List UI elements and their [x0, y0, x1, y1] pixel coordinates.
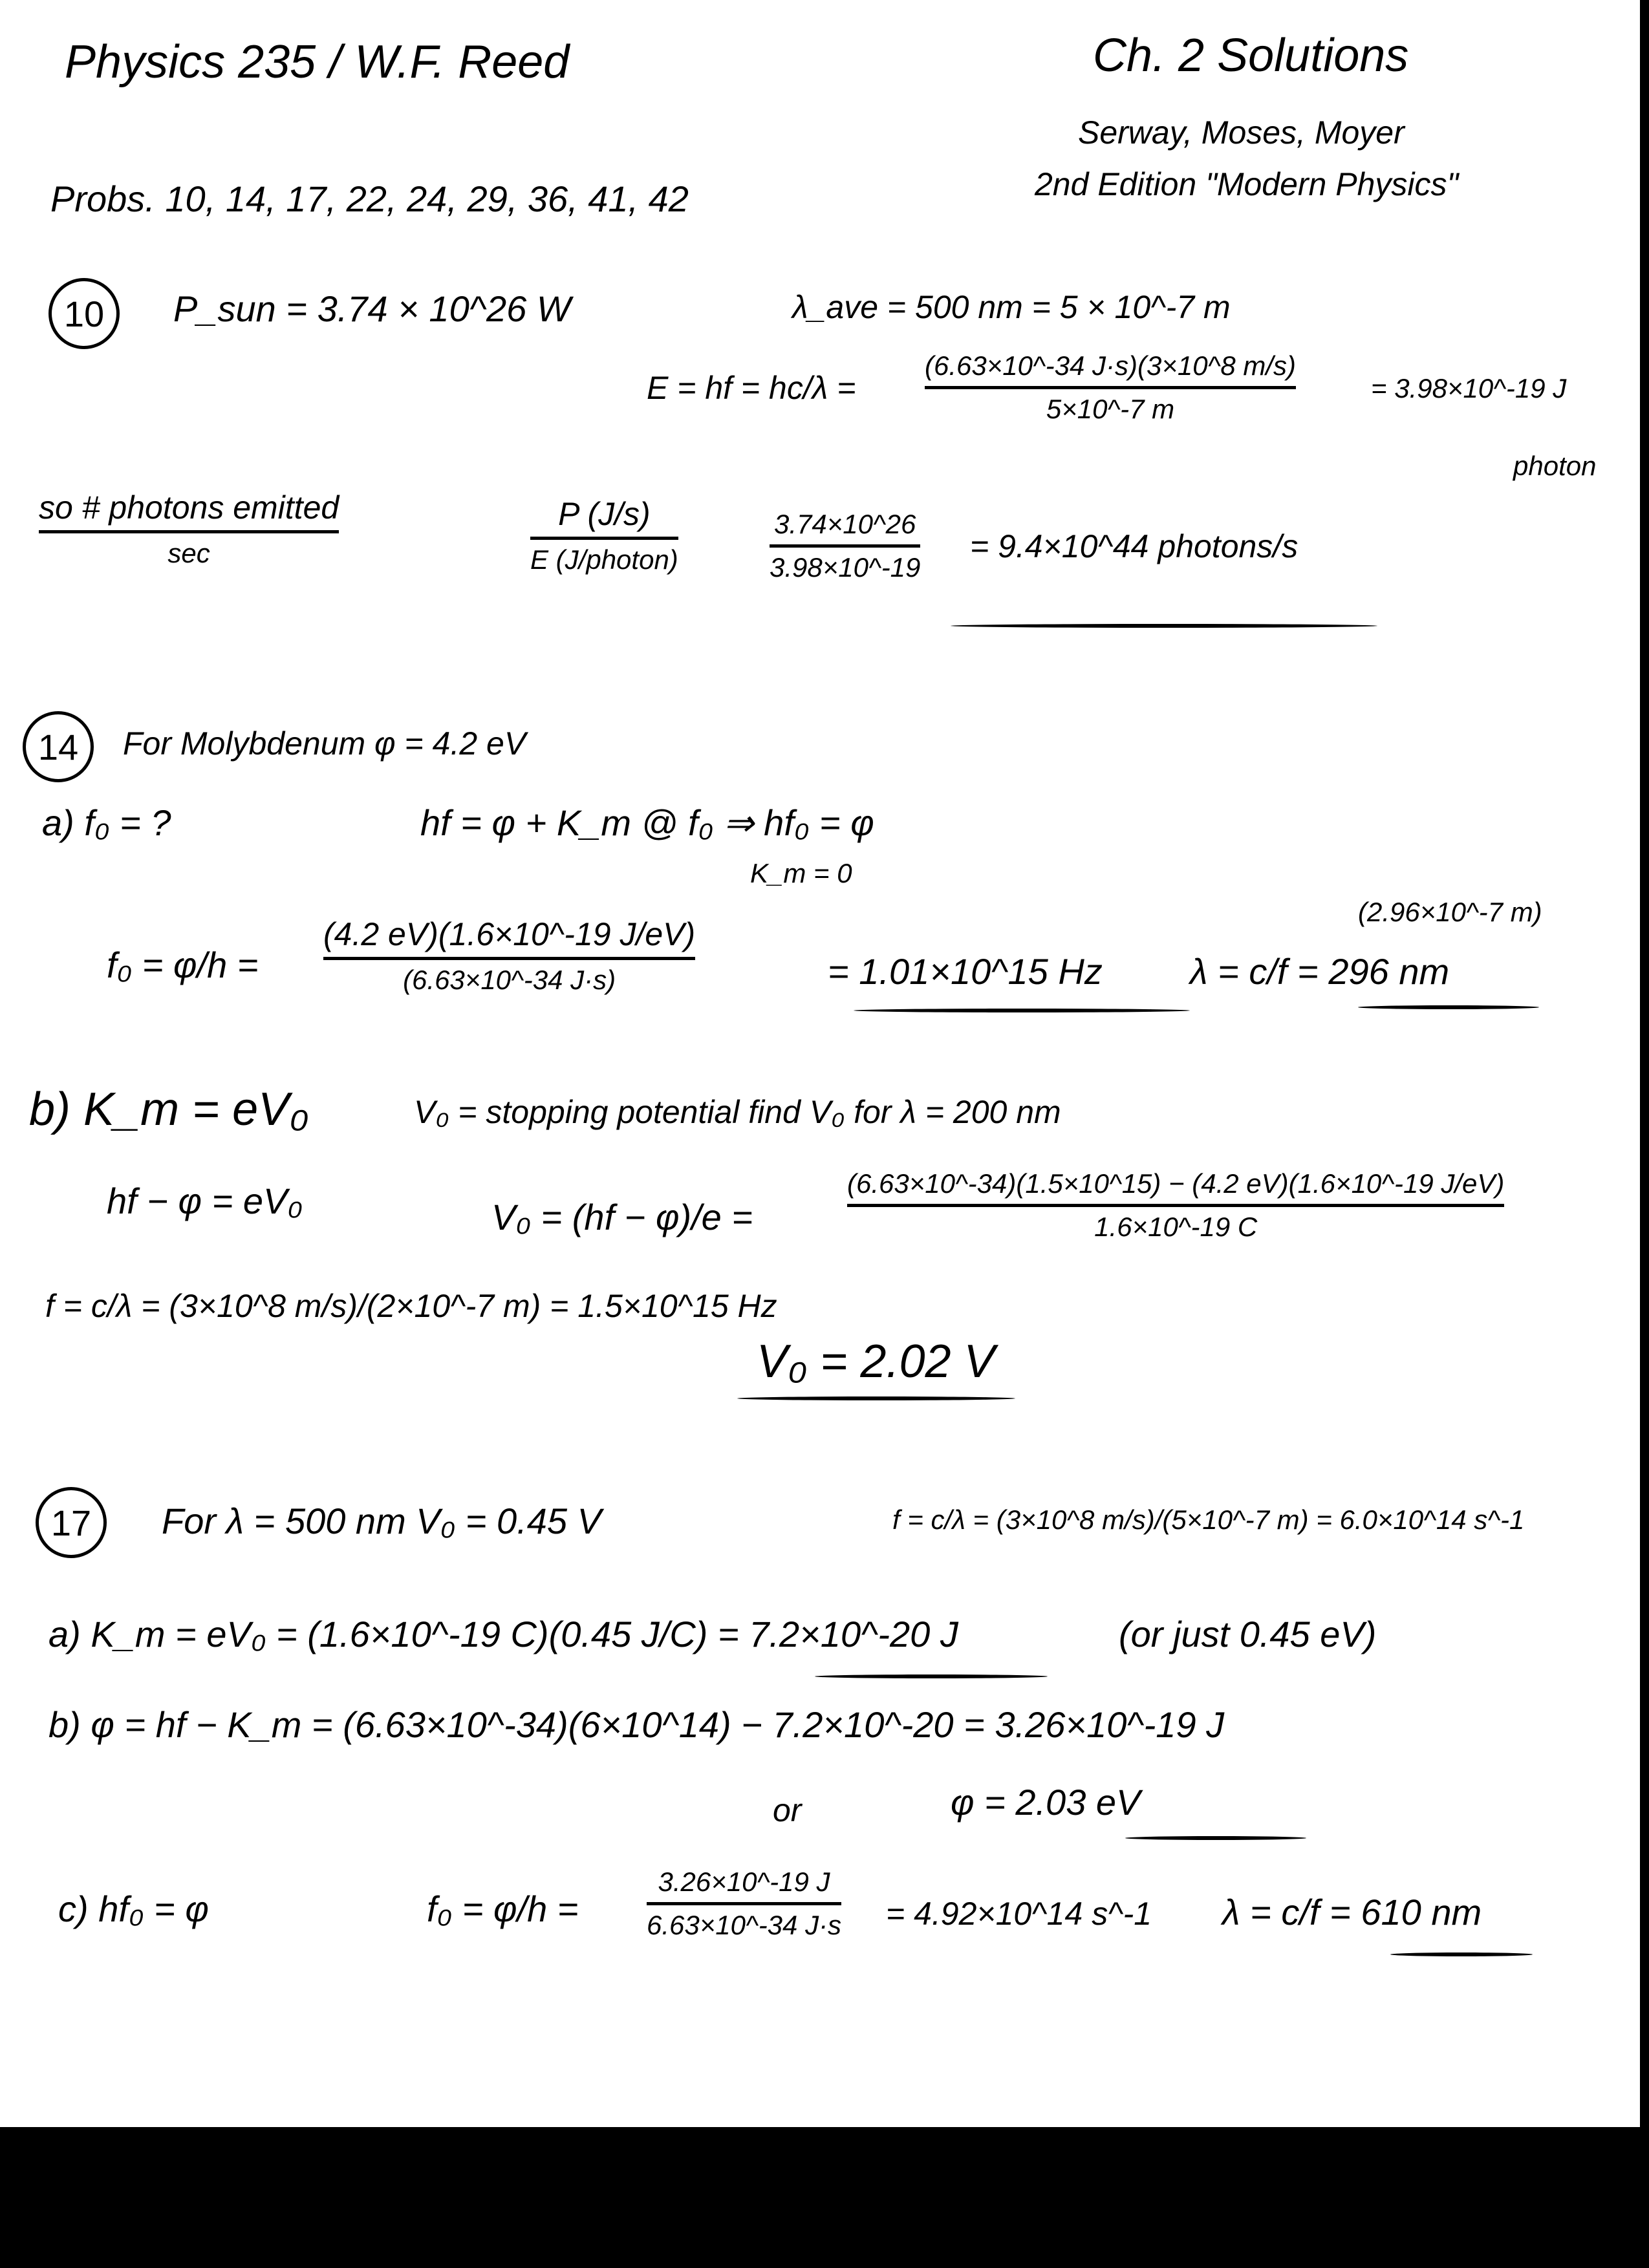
p17-c-result: = 4.92×10^14 s^-1: [886, 1896, 1152, 1932]
answer-underline: [854, 1009, 1190, 1012]
page-title: Ch. 2 Solutions: [1093, 30, 1409, 81]
p10-energy-unit: photon: [1513, 451, 1597, 481]
p14-b-definition: V₀ = stopping potential find V₀ for λ = 200 nm: [414, 1094, 1061, 1130]
p10-energy-lhs: E = hf = hc/λ =: [647, 370, 856, 406]
p14-a-relation: hf = φ + K_m @ f₀ ⇒ hf₀ = φ: [420, 802, 874, 843]
p10-rate-result: = 9.4×10^44 photons/s: [970, 528, 1299, 564]
p17-a-alternative: (or just 0.45 eV): [1119, 1614, 1377, 1654]
p17-c-den: 6.63×10^-34 J·s: [647, 1910, 842, 1940]
p10-wavelength: λ_ave = 500 nm = 5 × 10^-7 m: [792, 289, 1231, 325]
p17-b-or: or: [773, 1792, 802, 1828]
scan-edge-strip: [1640, 0, 1649, 2127]
fraction-bar: [530, 537, 678, 540]
fraction-bar: [323, 957, 695, 960]
fraction-bar: [770, 544, 920, 548]
fraction-bar: [925, 386, 1296, 389]
problem-list: Probs. 10, 14, 17, 22, 24, 29, 36, 41, 42: [50, 178, 689, 219]
p14-a-label: a) f₀ = ?: [42, 802, 171, 843]
p17-intro: For λ = 500 nm V₀ = 0.45 V: [162, 1501, 601, 1541]
p17-a: a) K_m = eV₀ = (1.6×10^-19 C)(0.45 J/C) = 7.2×10^-20 J: [48, 1614, 958, 1654]
p14-a-f0-lhs: f₀ = φ/h =: [107, 945, 259, 985]
p14-b-result: V₀ = 2.02 V: [757, 1336, 995, 1387]
p17-b: b) φ = hf − K_m = (6.63×10^-34)(6×10^14) − 7.2×10^-20 = 3.26×10^-19 J: [48, 1704, 1225, 1745]
p14-a-lambda: λ = c/f = 296 nm: [1190, 951, 1450, 992]
answer-underline: [737, 1396, 1015, 1400]
p10-energy-numerator: (6.63×10^-34 J·s)(3×10^8 m/s): [925, 350, 1296, 381]
p10-rate-label-num: so # photons emitted: [39, 489, 339, 526]
p17-frequency: f = c/λ = (3×10^8 m/s)/(5×10^-7 m) = 6.0×10^14 s^-1: [892, 1504, 1525, 1535]
textbook-authors: Serway, Moses, Moyer: [1078, 114, 1405, 151]
p10-energy-denominator: 5×10^-7 m: [1046, 394, 1175, 424]
problem-number-14: 14: [23, 711, 94, 782]
p17-c-num: 3.26×10^-19 J: [658, 1867, 830, 1897]
p14-a-f0-den: (6.63×10^-34 J·s): [403, 965, 616, 995]
p10-rate-num2: 3.74×10^26: [773, 509, 916, 539]
p10-energy-result: = 3.98×10^-19 J: [1371, 373, 1567, 403]
p10-power-sun: P_sun = 3.74 × 10^26 W: [173, 288, 571, 329]
fraction-bar: [647, 1902, 841, 1905]
p14-a-f0-result: = 1.01×10^15 Hz: [828, 951, 1103, 992]
problem-number-17: 17: [36, 1487, 107, 1558]
answer-underline: [1390, 1952, 1533, 1956]
fraction-bar: [39, 530, 339, 533]
p14-b-relation: hf − φ = eV₀: [107, 1181, 303, 1221]
p17-b-ev: φ = 2.03 eV: [951, 1782, 1141, 1823]
textbook-edition: 2nd Edition "Modern Physics": [1035, 166, 1459, 202]
p14-b-v0-den: 1.6×10^-19 C: [1094, 1212, 1258, 1242]
p14-a-f0-num: (4.2 eV)(1.6×10^-19 J/eV): [323, 916, 696, 952]
p17-c-label: c) hf₀ = φ: [58, 1888, 209, 1929]
scan-bottom-band: [0, 2127, 1649, 2268]
p14-b-frequency: f = c/λ = (3×10^8 m/s)/(2×10^-7 m) = 1.5×10^15 Hz: [45, 1288, 777, 1324]
answer-underline: [1125, 1836, 1306, 1840]
answer-underline: [815, 1674, 1048, 1678]
problem-number-10: 10: [48, 278, 120, 349]
p17-c-lambda: λ = c/f = 610 nm: [1222, 1892, 1482, 1932]
p10-rate-num1: P (J/s): [558, 496, 651, 532]
p14-a-lambda-m: (2.96×10^-7 m): [1358, 897, 1542, 927]
answer-underline: [951, 624, 1377, 628]
p14-b-label: b) K_m = eV₀: [29, 1084, 309, 1135]
p10-rate-label-den: sec: [167, 538, 210, 568]
p10-rate-den2: 3.98×10^-19: [770, 552, 921, 583]
p14-intro: For Molybdenum φ = 4.2 eV: [123, 725, 526, 762]
fraction-bar: [847, 1204, 1504, 1207]
p17-c-lhs: f₀ = φ/h =: [427, 1888, 579, 1929]
p14-b-v0-lhs: V₀ = (hf − φ)/e =: [491, 1197, 753, 1237]
p14-b-v0-num: (6.63×10^-34)(1.5×10^15) − (4.2 eV)(1.6×10^-19 J/eV): [847, 1168, 1505, 1199]
p10-rate-den1: E (J/photon): [530, 544, 678, 575]
p14-a-km-zero: K_m = 0: [750, 858, 852, 888]
answer-underline: [1358, 1005, 1539, 1009]
course-heading: Physics 235 / W.F. Reed: [65, 36, 570, 88]
